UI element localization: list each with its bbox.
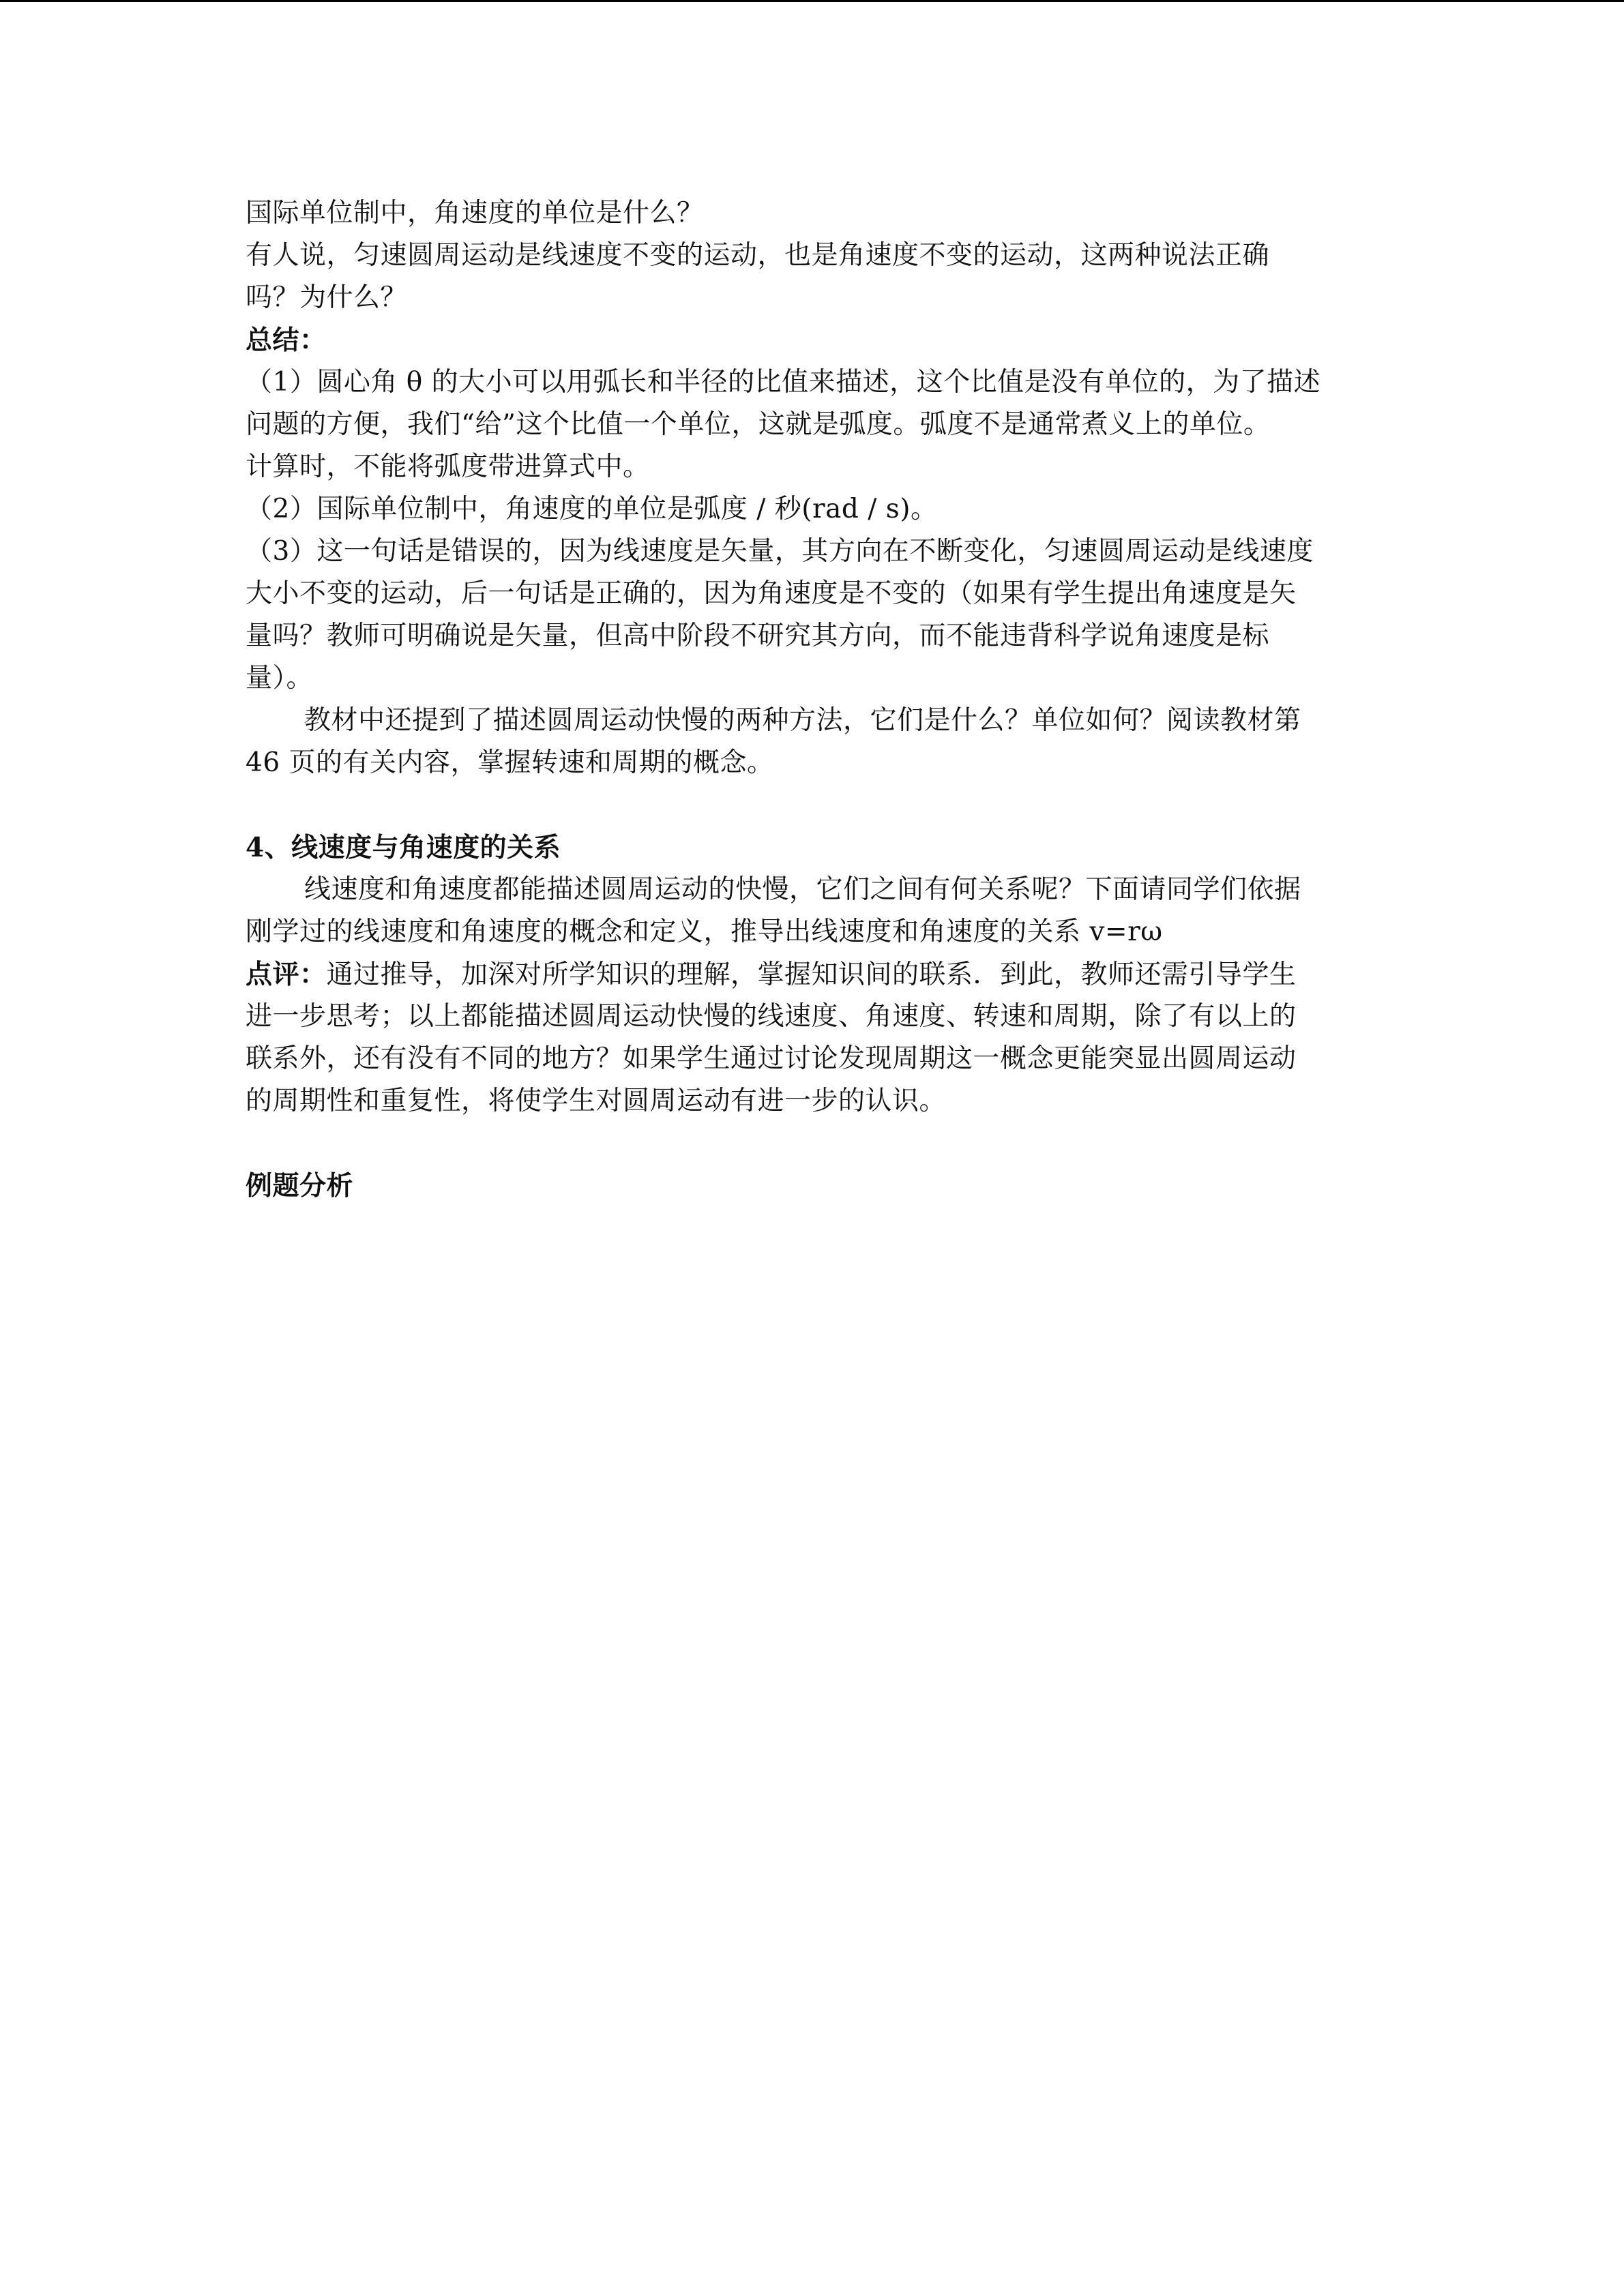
paragraph-spacer xyxy=(246,784,1378,826)
top-border-rule xyxy=(0,0,1624,2)
textbook-paragraph-line-1: 教材中还提到了描述圆周运动快慢的两种方法，它们是什么？单位如何？阅读教材第 xyxy=(304,705,1301,736)
textbook-paragraph-line-2: 46 页的有关内容，掌握转速和周期的概念。 xyxy=(246,747,774,778)
section-4-heading: 4、线速度与角速度的关系 xyxy=(246,832,561,863)
summary-point-1-line-2: 问题的方便，我们“给”这个比值一个单位，这就是弧度。弧度不是通常煮义上的单位。 xyxy=(246,409,1271,440)
summary-point-3-line-1: （3）这一句话是错误的，因为线速度是矢量，其方向在不断变化，匀速圆周运动是线速度 xyxy=(246,536,1314,567)
comment-line-2: 进一步思考；以上都能描述圆周运动快慢的线速度、角速度、转速和周期，除了有以上的 xyxy=(246,1001,1297,1032)
comment-text-1: 通过推导，加深对所学知识的理解，掌握知识间的联系．到此，教师还需引导学生 xyxy=(326,959,1297,990)
comment-line-1 xyxy=(246,953,1378,996)
summary-point-3-line-3: 量吗？教师可明确说是矢量，但高中阶段不研究其方向，而不能违背科学说角速度是标 xyxy=(246,621,1270,651)
comment-label: 点评： xyxy=(246,959,327,990)
summary-heading: 总结： xyxy=(246,325,327,356)
relation-paragraph-line-1: 线速度和角速度都能描述圆周运动的快慢，它们之间有何关系呢？下面请同学们依据 xyxy=(304,874,1301,905)
question-claim-line-1: 有人说，匀速圆周运动是线速度不变的运动，也是角速度不变的运动，这两种说法正确 xyxy=(246,240,1270,271)
summary-point-3-line-2: 大小不变的运动，后一句话是正确的，因为角速度是不变的（如果有学生提出角速度是矢 xyxy=(246,578,1297,609)
document-body xyxy=(246,192,1378,1207)
relation-paragraph-line-2: 刚学过的线速度和角速度的概念和定义，推导出线速度和角速度的关系 v=rω xyxy=(246,916,1163,947)
summary-point-1-line-3: 计算时，不能将弧度带进算式中。 xyxy=(246,451,650,482)
comment-line-3: 联系外，还有没有不同的地方？如果学生通过讨论发现周期这一概念更能突显出圆周运动 xyxy=(246,1043,1297,1074)
examples-heading: 例题分析 xyxy=(246,1170,354,1202)
summary-point-3-line-4: 量）。 xyxy=(246,663,314,694)
question-claim-line-2: 吗？为什么？ xyxy=(246,282,408,313)
summary-point-2: （2）国际单位制中，角速度的单位是弧度 / 秒(rad / s)。 xyxy=(246,494,938,524)
summary-point-1-line-1: （1）圆心角 θ 的大小可以用弧长和半径的比值来描述，这个比值是没有单位的，为了描述 xyxy=(246,367,1321,398)
paragraph-spacer xyxy=(246,1122,1378,1165)
question-unit: 国际单位制中，角速度的单位是什么？ xyxy=(246,198,704,228)
comment-line-4: 的周期性和重复性，将使学生对圆周运动有进一步的认识。 xyxy=(246,1086,947,1116)
